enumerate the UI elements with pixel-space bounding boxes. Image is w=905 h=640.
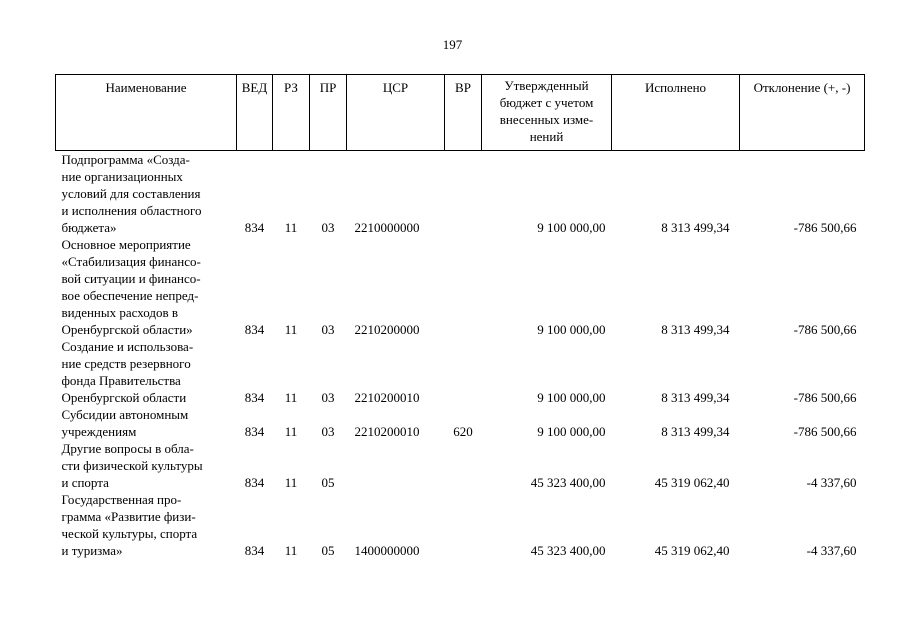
cell-name-line: виденных расходов в bbox=[61, 305, 179, 320]
cell-executed: 8 313 499,34 bbox=[661, 322, 730, 337]
cell-csr: 2210000000 bbox=[354, 220, 420, 235]
header-executed: Исполнено bbox=[612, 75, 740, 151]
table-row bbox=[56, 491, 865, 559]
cell-approved-budget: 9 100 000,00 bbox=[537, 322, 606, 337]
cell-name-line: ние организационных bbox=[61, 169, 183, 184]
cell-name-line: и туризма» bbox=[61, 543, 123, 558]
table-row bbox=[56, 338, 865, 406]
header-vr: ВР bbox=[445, 75, 482, 151]
cell-name-line: Основное мероприятие bbox=[61, 237, 191, 252]
table-row bbox=[56, 151, 865, 237]
cell-ved: 834 bbox=[244, 220, 265, 235]
cell-executed: 8 313 499,34 bbox=[661, 220, 730, 235]
budget-execution-table bbox=[55, 74, 865, 559]
cell-name bbox=[56, 236, 237, 338]
cell-executed: 8 313 499,34 bbox=[661, 424, 730, 439]
cell-name-line: Субсидии автономным bbox=[61, 407, 189, 422]
header-name: Наименование bbox=[56, 75, 237, 151]
cell-name-line: и исполнения областного bbox=[61, 203, 202, 218]
cell-approved-budget: 9 100 000,00 bbox=[537, 424, 606, 439]
table-row bbox=[56, 406, 865, 440]
cell-name-line: сти физической культуры bbox=[61, 458, 203, 473]
cell-rz: 11 bbox=[284, 543, 298, 558]
cell-vr bbox=[445, 236, 482, 338]
cell-csr bbox=[347, 440, 445, 491]
cell-name-line: ние средств резервного bbox=[61, 356, 191, 371]
cell-name-line: ческой культуры, спорта bbox=[61, 526, 198, 541]
cell-name-line: Оренбургской области» bbox=[61, 322, 193, 337]
cell-vr: 620 bbox=[453, 424, 473, 439]
cell-name-line: бюджета» bbox=[61, 220, 117, 235]
cell-ved: 834 bbox=[244, 390, 265, 405]
cell-ved: 834 bbox=[244, 543, 265, 558]
cell-csr: 1400000000 bbox=[354, 543, 420, 558]
cell-rz: 11 bbox=[284, 322, 298, 337]
cell-name bbox=[56, 151, 237, 237]
cell-approved-budget: 45 323 400,00 bbox=[530, 543, 606, 558]
cell-rz: 11 bbox=[284, 390, 298, 405]
cell-pr: 03 bbox=[321, 220, 335, 235]
cell-vr bbox=[445, 491, 482, 559]
cell-pr: 03 bbox=[321, 390, 335, 405]
cell-name bbox=[56, 491, 237, 559]
cell-pr: 03 bbox=[321, 424, 335, 439]
table-body bbox=[56, 151, 865, 560]
cell-name-line: Подпрограмма «Созда- bbox=[61, 152, 190, 167]
cell-rz: 11 bbox=[284, 220, 298, 235]
cell-vr bbox=[445, 440, 482, 491]
cell-name bbox=[56, 338, 237, 406]
cell-approved-budget: 9 100 000,00 bbox=[537, 220, 606, 235]
cell-csr: 2210200010 bbox=[354, 424, 420, 439]
table-row bbox=[56, 236, 865, 338]
cell-pr: 03 bbox=[321, 322, 335, 337]
cell-vr bbox=[445, 338, 482, 406]
cell-name-line: Другие вопросы в обла- bbox=[61, 441, 194, 456]
cell-executed: 8 313 499,34 bbox=[661, 390, 730, 405]
cell-name-line: Оренбургской области bbox=[61, 390, 187, 405]
cell-name-line: «Стабилизация финансо- bbox=[61, 254, 201, 269]
cell-name-line: учреждениям bbox=[61, 424, 137, 439]
cell-executed: 45 319 062,40 bbox=[654, 543, 730, 558]
header-approved-budget: Утвержденный бюджет с учетом внесенных изме-нений bbox=[482, 75, 612, 151]
header-deviation: Отклонение (+, -) bbox=[740, 75, 865, 151]
header-csr: ЦСР bbox=[347, 75, 445, 151]
cell-csr: 2210200010 bbox=[354, 390, 420, 405]
table-header-row bbox=[56, 75, 865, 151]
cell-name-line: грамма «Развитие физи- bbox=[61, 509, 196, 524]
cell-name-line: Создание и использова- bbox=[61, 339, 194, 354]
cell-deviation: -4 337,60 bbox=[806, 475, 857, 490]
header-ved: ВЕД bbox=[237, 75, 273, 151]
cell-name-line: вой ситуации и финансо- bbox=[61, 271, 201, 286]
cell-ved: 834 bbox=[244, 322, 265, 337]
cell-deviation: -786 500,66 bbox=[793, 322, 857, 337]
cell-deviation: -786 500,66 bbox=[793, 390, 857, 405]
cell-pr: 05 bbox=[321, 543, 335, 558]
cell-deviation: -4 337,60 bbox=[806, 543, 857, 558]
cell-ved: 834 bbox=[244, 424, 265, 439]
table-row bbox=[56, 440, 865, 491]
cell-rz: 11 bbox=[284, 475, 298, 490]
cell-executed: 45 319 062,40 bbox=[654, 475, 730, 490]
cell-name bbox=[56, 406, 237, 440]
cell-name bbox=[56, 440, 237, 491]
cell-approved-budget: 9 100 000,00 bbox=[537, 390, 606, 405]
cell-deviation: -786 500,66 bbox=[793, 220, 857, 235]
cell-pr: 05 bbox=[321, 475, 335, 490]
cell-ved: 834 bbox=[244, 475, 265, 490]
cell-name-line: фонда Правительства bbox=[61, 373, 181, 388]
cell-vr bbox=[445, 151, 482, 237]
cell-csr: 2210200000 bbox=[354, 322, 420, 337]
page-number: 197 bbox=[442, 37, 463, 52]
header-pr: ПР bbox=[310, 75, 347, 151]
cell-name-line: вое обеспечение непред- bbox=[61, 288, 199, 303]
cell-rz: 11 bbox=[284, 424, 298, 439]
cell-name-line: условий для составления bbox=[61, 186, 201, 201]
cell-name-line: и спорта bbox=[61, 475, 109, 490]
cell-name-line: Государственная про- bbox=[61, 492, 182, 507]
cell-approved-budget: 45 323 400,00 bbox=[530, 475, 606, 490]
cell-deviation: -786 500,66 bbox=[793, 424, 857, 439]
header-rz: РЗ bbox=[273, 75, 310, 151]
